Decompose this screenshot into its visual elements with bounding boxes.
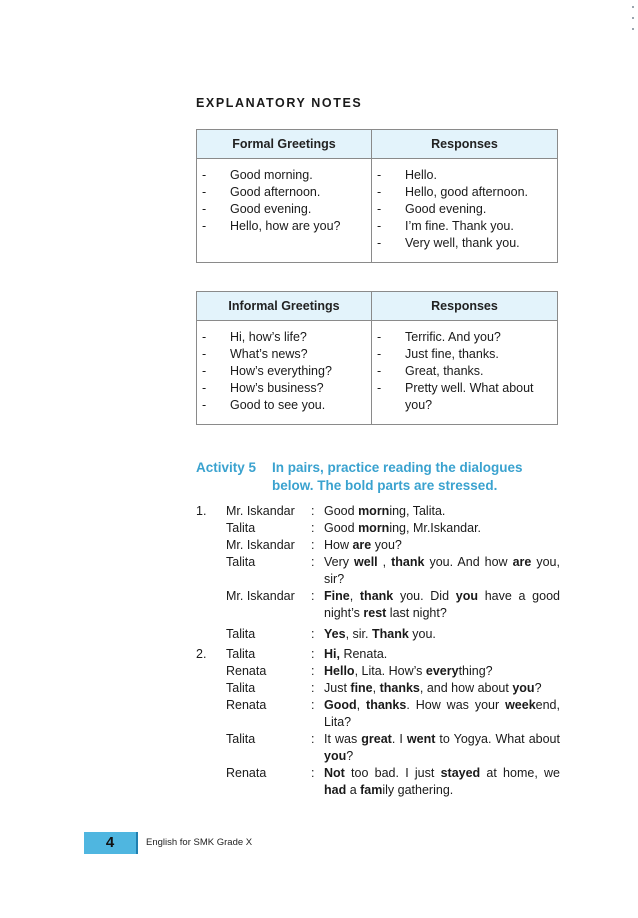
informal-response-text: Terrific. And you? (405, 330, 501, 344)
utterance-part: , (372, 681, 380, 695)
utterance-part: thing? (458, 664, 493, 678)
utterance-part: , Lita. How’s (354, 664, 426, 678)
stressed-part: you (324, 749, 347, 763)
stressed-part: morn (358, 504, 390, 518)
dialogue-2 (196, 646, 560, 799)
utterance-part: , (377, 555, 392, 569)
speaker-colon: : (311, 538, 315, 552)
informal-greetings-header: Informal Greetings (197, 292, 372, 321)
informal-response-item (372, 380, 557, 414)
speaker-name: Renata (226, 664, 267, 678)
utterance-part: you? (371, 538, 402, 552)
stressed-part: thanks (379, 681, 420, 695)
speaker-name: Talita (226, 521, 256, 535)
informal-greeting-item (197, 363, 371, 380)
formal-responses-list (372, 167, 557, 252)
formal-responses-header: Responses (372, 130, 558, 159)
informal-greeting-item (197, 329, 371, 346)
informal-greeting-item (197, 380, 371, 397)
stressed-part: are (352, 538, 372, 552)
utterance (324, 663, 560, 680)
activity-instruction: In pairs, practice reading the dialogues below. The bold parts are stressed. (272, 460, 523, 493)
bullet-dash: - (202, 219, 207, 233)
formal-greetings-table (196, 129, 558, 263)
utterance-part: ily gathering. (382, 783, 454, 797)
formal-greetings-header: Formal Greetings (197, 130, 372, 159)
utterance-part: , (356, 698, 367, 712)
dialogue-number (196, 765, 226, 799)
stressed-part: thank (359, 589, 394, 603)
utterance-part: ? (346, 749, 354, 763)
formal-response-text: Good evening. (405, 202, 487, 216)
speaker-colon: : (311, 647, 315, 661)
bullet-dash: - (202, 364, 207, 378)
dialogue-line (196, 626, 560, 643)
stressed-part: thank (391, 555, 425, 569)
utterance-part: last night? (386, 606, 447, 620)
formal-greeting-item (197, 201, 371, 218)
dialogue-1 (196, 503, 560, 643)
dialogue-number (196, 554, 226, 588)
bullet-dash: - (202, 347, 207, 361)
speaker-name: Renata (226, 698, 267, 712)
bullet-dash: - (202, 330, 207, 344)
formal-greeting-item (197, 184, 371, 201)
bullet-dash: - (377, 219, 382, 233)
stressed-part: Not (324, 766, 345, 780)
utterance-part: end, Lita? (324, 698, 560, 729)
speaker-colon: : (311, 555, 315, 569)
utterance-part: ing, Talita. (389, 504, 446, 518)
dialogue-line (196, 588, 560, 622)
stressed-part: had (324, 783, 347, 797)
formal-response-item (372, 201, 557, 218)
dialogue-number (196, 663, 226, 680)
speaker-colon: : (311, 627, 315, 641)
utterance-part: you. (408, 627, 436, 641)
stressed-part: you (455, 589, 478, 603)
informal-response-item (372, 329, 557, 346)
formal-response-item (372, 218, 557, 235)
formal-greeting-item (197, 218, 371, 235)
formal-response-item (372, 167, 557, 184)
dialogue-line (196, 765, 560, 799)
informal-greeting-text: What’s news? (230, 347, 308, 361)
bullet-dash: - (202, 202, 207, 216)
dialogue-number (196, 697, 226, 731)
speaker-colon: : (311, 766, 315, 780)
stressed-part: Thank (371, 627, 409, 641)
speaker-name: Mr. Iskandar (226, 504, 295, 518)
formal-response-text: I’m fine. Thank you. (405, 219, 514, 233)
dialogue-line (196, 537, 560, 554)
utterance (324, 554, 560, 588)
utterance-part: How (324, 538, 353, 552)
stressed-part: thanks (366, 698, 407, 712)
utterance (324, 588, 560, 622)
dialogue-number (196, 537, 226, 554)
formal-greetings-list (197, 167, 371, 235)
utterance-part: you. And how (424, 555, 513, 569)
speaker-name: Mr. Iskandar (226, 589, 295, 603)
utterance (324, 520, 560, 537)
speaker-name: Renata (226, 766, 267, 780)
informal-greetings-table (196, 291, 558, 425)
stressed-part: you (512, 681, 535, 695)
stressed-part: Fine (324, 589, 350, 603)
utterance (324, 646, 560, 663)
speaker-name: Talita (226, 627, 256, 641)
speaker-colon: : (311, 664, 315, 678)
utterance-part: you. Did (393, 589, 456, 603)
informal-responses-header: Responses (372, 292, 558, 321)
stressed-part: fam (360, 783, 383, 797)
stressed-part: Hi, (324, 647, 340, 661)
dialogue-line (196, 731, 560, 765)
informal-response-item (372, 346, 557, 363)
informal-greeting-text: How’s everything? (230, 364, 332, 378)
bullet-dash: - (377, 236, 382, 250)
speaker-name: Mr. Iskandar (226, 538, 295, 552)
stressed-part: morn (358, 521, 390, 535)
utterance (324, 626, 560, 643)
informal-greeting-text: How’s business? (230, 381, 324, 395)
stressed-part: well (354, 555, 378, 569)
utterance (324, 697, 560, 731)
formal-greeting-text: Good evening. (230, 202, 312, 216)
dialogue-line (196, 520, 560, 537)
bullet-dash: - (377, 330, 382, 344)
dialogue-number (196, 731, 226, 765)
corner-dots (632, 6, 634, 39)
formal-greeting-text: Good afternoon. (230, 185, 321, 199)
formal-greeting-item (197, 167, 371, 184)
speaker-name: Talita (226, 555, 256, 569)
dialogue-line (196, 554, 560, 588)
stressed-part: fine (350, 681, 373, 695)
utterance-part: ? (534, 681, 542, 695)
stressed-part: rest (363, 606, 387, 620)
dialogue-line (196, 663, 560, 680)
speaker-name: Talita (226, 681, 256, 695)
section-title: EXPLANATORY NOTES (196, 96, 363, 110)
dialogue-number: 1. (196, 504, 207, 518)
bullet-dash: - (377, 168, 382, 182)
stressed-part: Hello (324, 664, 355, 678)
formal-greeting-text: Hello, how are you? (230, 219, 341, 233)
speaker-name: Talita (226, 647, 256, 661)
speaker-colon: : (311, 732, 315, 746)
formal-response-text: Hello, good afternoon. (405, 185, 529, 199)
utterance-part: . How was your (406, 698, 506, 712)
dialogue-line (196, 680, 560, 697)
informal-greeting-item (197, 397, 371, 414)
formal-greeting-text: Good morning. (230, 168, 313, 182)
informal-response-text: Pretty well. What about you? (405, 381, 534, 412)
utterance-part: a (346, 783, 361, 797)
speaker-name: Talita (226, 732, 256, 746)
footer-book-title: English for SMK Grade X (146, 837, 253, 848)
informal-response-text: Just fine, thanks. (405, 347, 499, 361)
formal-response-item (372, 184, 557, 201)
stressed-part: stayed (440, 766, 481, 780)
speaker-colon: : (311, 589, 315, 603)
utterance-part: , (349, 589, 360, 603)
utterance (324, 537, 560, 554)
utterance-part: . I (391, 732, 407, 746)
informal-response-text: Great, thanks. (405, 364, 484, 378)
stressed-part: went (406, 732, 436, 746)
dialogue-line (196, 646, 560, 663)
utterance (324, 765, 560, 799)
dialogue-number: 2. (196, 647, 207, 661)
utterance-part: Very (324, 555, 355, 569)
utterance (324, 503, 560, 520)
utterance-part: you, sir? (324, 555, 560, 586)
informal-response-item (372, 363, 557, 380)
bullet-dash: - (202, 381, 207, 395)
formal-response-text: Hello. (405, 168, 437, 182)
utterance-part: Renata. (339, 647, 388, 661)
informal-greeting-text: Hi, how’s life? (230, 330, 307, 344)
dialogue-line (196, 503, 560, 520)
page-number: 4 (84, 832, 136, 854)
activity-label: Activity 5 (196, 460, 257, 475)
utterance-part: Good (324, 521, 359, 535)
speaker-colon: : (311, 521, 315, 535)
utterance (324, 680, 560, 697)
bullet-dash: - (377, 381, 382, 395)
informal-greetings-list (197, 329, 371, 414)
utterance-part: have a good night’s (324, 589, 560, 620)
utterance-part: , and how about (419, 681, 513, 695)
stressed-part: every (425, 664, 459, 678)
stressed-part: Yes (324, 627, 346, 641)
speaker-colon: : (311, 681, 315, 695)
stressed-part: are (512, 555, 532, 569)
bullet-dash: - (377, 185, 382, 199)
utterance-part: Good (324, 504, 359, 518)
dialogue-number (196, 626, 226, 643)
bullet-dash: - (202, 168, 207, 182)
dialogue-number (196, 680, 226, 697)
utterance-part: at home, we (480, 766, 560, 780)
footer-divider (136, 832, 138, 854)
dialogue-number (196, 520, 226, 537)
dialogue-number (196, 588, 226, 622)
stressed-part: great (361, 732, 392, 746)
formal-response-item (372, 235, 557, 252)
stressed-part: week (505, 698, 536, 712)
bullet-dash: - (202, 185, 207, 199)
bullet-dash: - (377, 347, 382, 361)
utterance-part: too bad. I just (344, 766, 441, 780)
utterance-part: ing, Mr.Iskandar. (389, 521, 482, 535)
utterance-part: to Yogya. What about (435, 732, 560, 746)
informal-greeting-item (197, 346, 371, 363)
informal-responses-list (372, 329, 557, 414)
speaker-colon: : (311, 504, 315, 518)
dialogue-line (196, 697, 560, 731)
utterance-part: , sir. (345, 627, 372, 641)
speaker-colon: : (311, 698, 315, 712)
bullet-dash: - (202, 398, 207, 412)
bullet-dash: - (377, 364, 382, 378)
formal-response-text: Very well, thank you. (405, 236, 520, 250)
stressed-part: Good (324, 698, 357, 712)
informal-greeting-text: Good to see you. (230, 398, 326, 412)
utterance (324, 731, 560, 765)
utterance-part: Just (324, 681, 351, 695)
utterance-part: It was (324, 732, 362, 746)
bullet-dash: - (377, 202, 382, 216)
